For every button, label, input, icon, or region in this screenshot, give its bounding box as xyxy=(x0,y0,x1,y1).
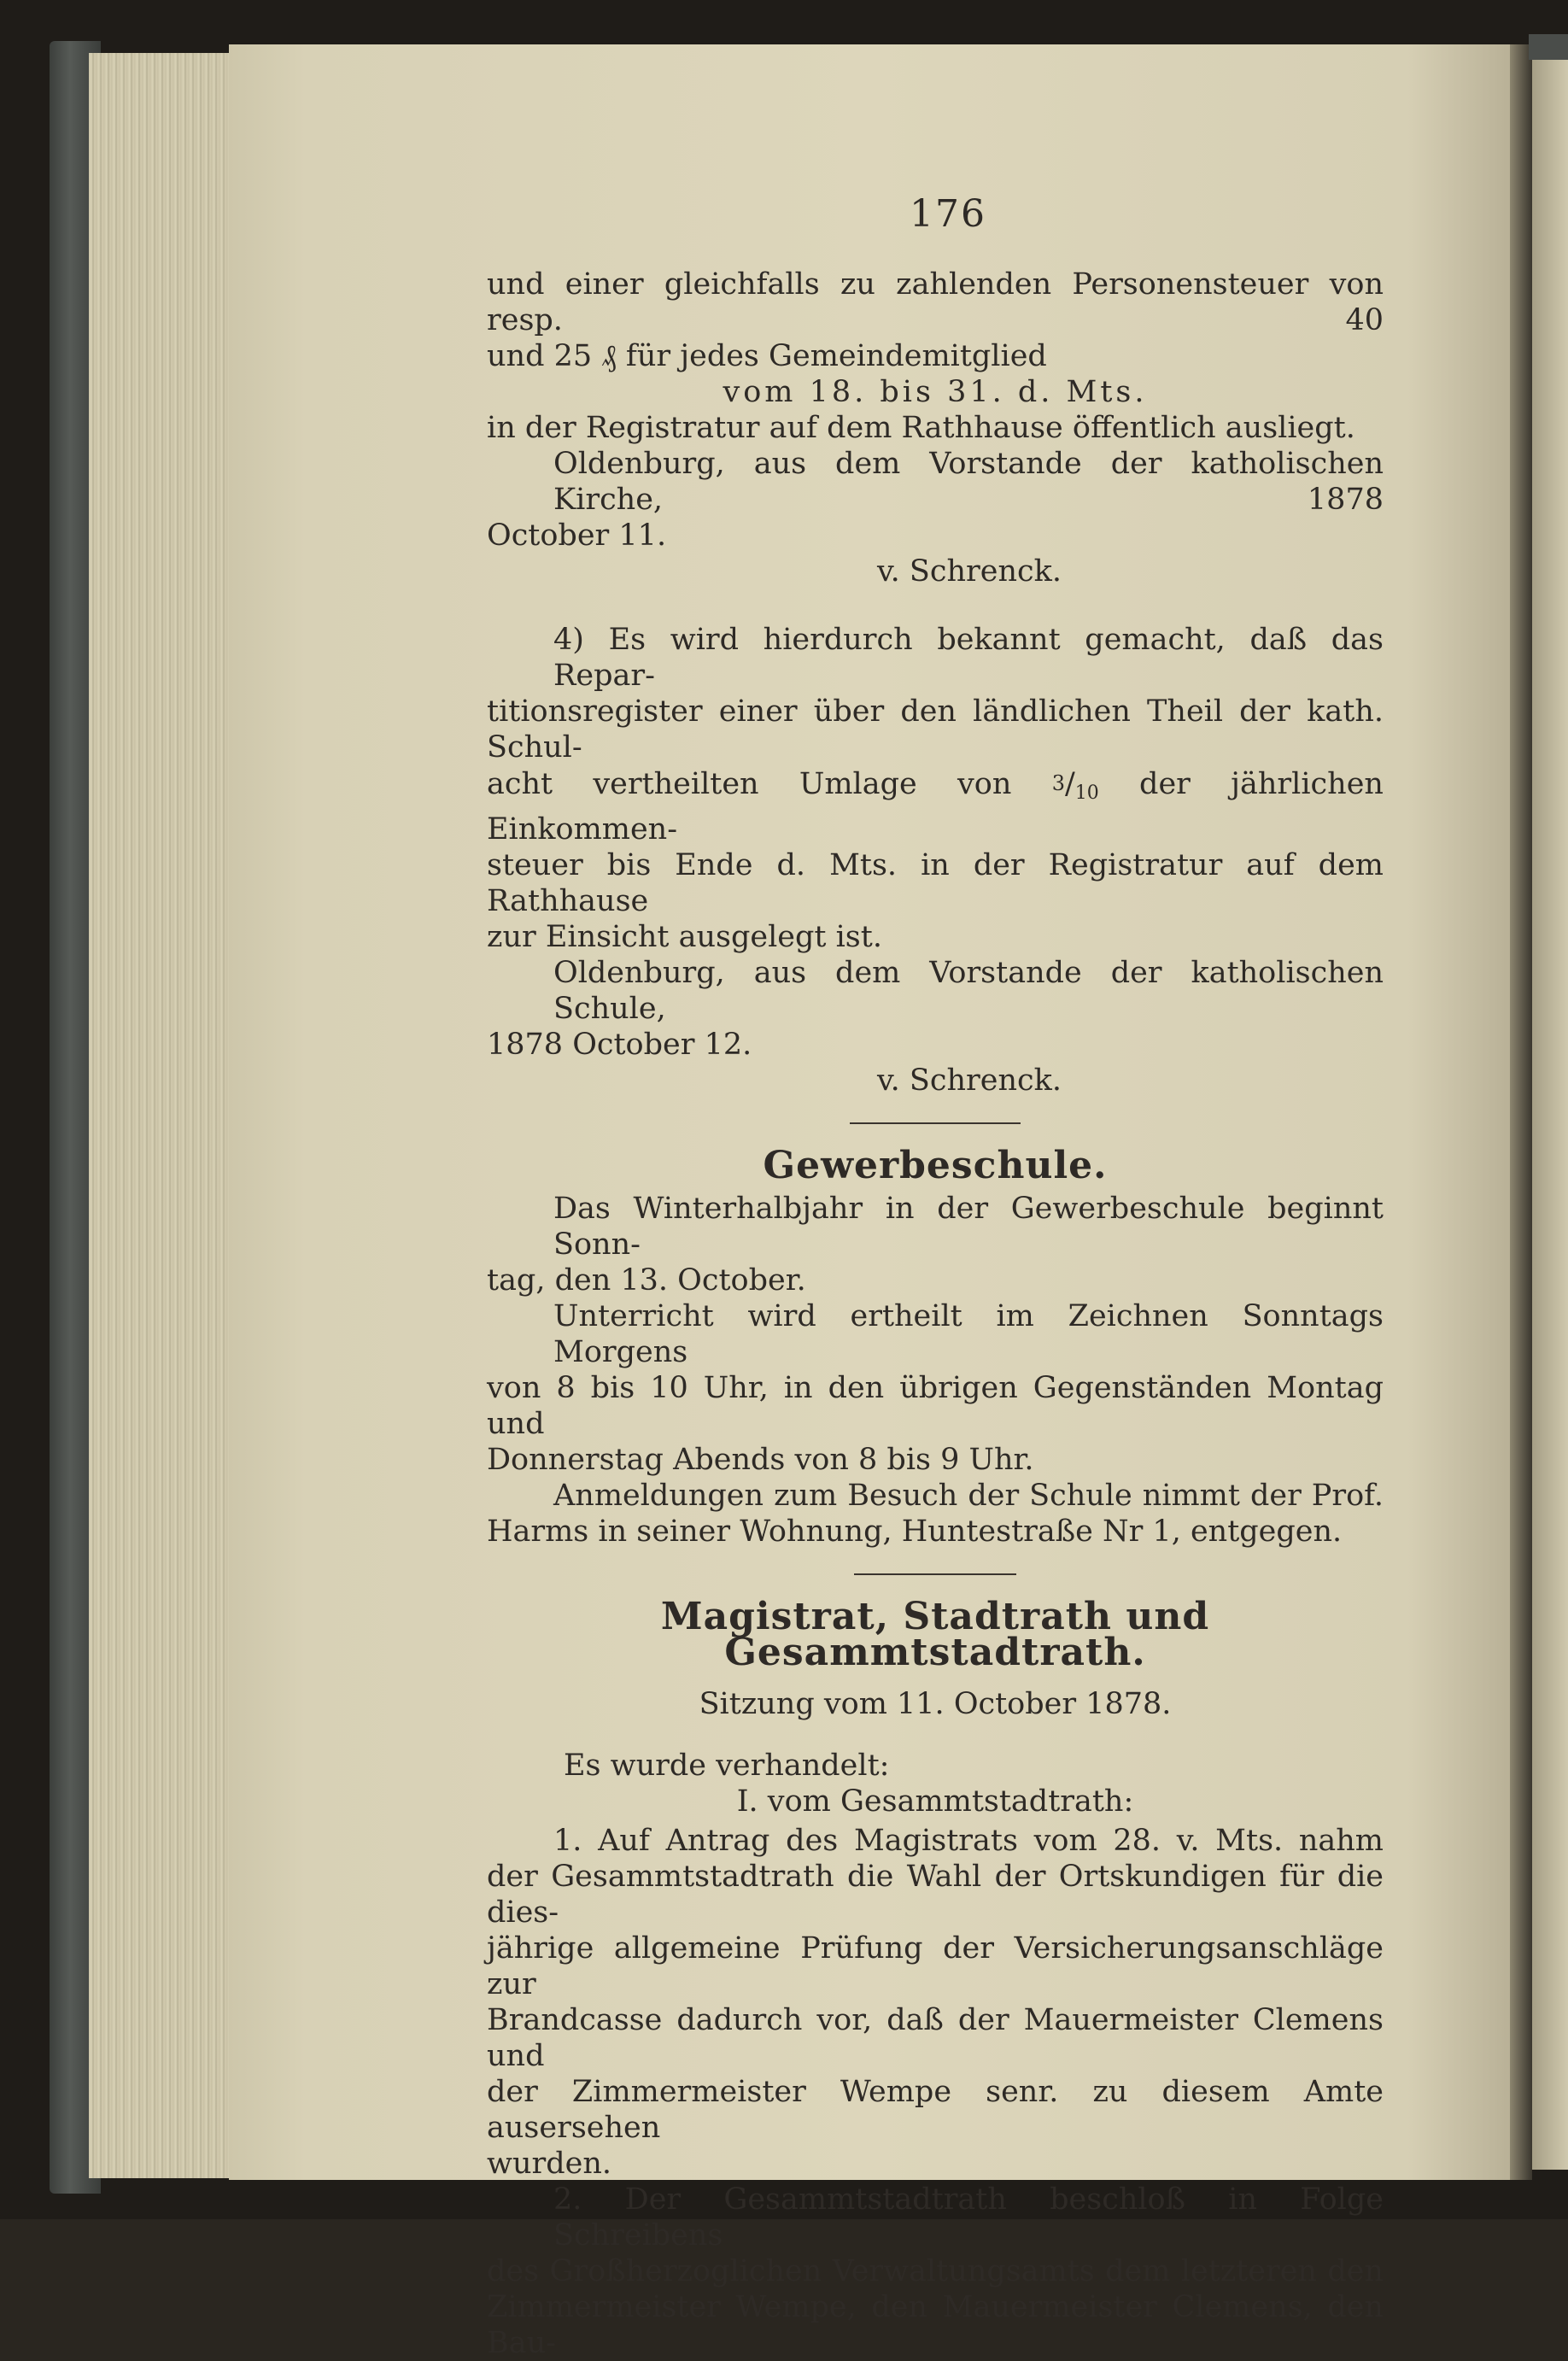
text-line: 4) Es wird hierdurch bekannt gemacht, daß das Repar- xyxy=(553,623,1384,693)
text-line: titionsregister einer über den ländlichen Theil der kath. Schul- xyxy=(487,694,1384,765)
text-line: Oldenburg, aus dem Vorstande der katholischen Kirche, 1878 xyxy=(553,447,1384,517)
text-line: Das Winterhalbjahr in der Gewerbeschule beginnt Sonn- xyxy=(553,1192,1384,1262)
text-line: steuer bis Ende d. Mts. in der Registratur auf dem Rathhause xyxy=(487,848,1384,918)
text-line: 1878 October 12. xyxy=(487,1028,752,1062)
text-line: Zimmermeister Wempe, den Mauermeister Clemens, den Bau- xyxy=(487,2290,1384,2360)
text-line: von 8 bis 10 Uhr, in den übrigen Gegenständen Montag und xyxy=(487,1371,1384,1441)
signature: v. Schrenck. xyxy=(877,554,1062,589)
text-line: 1. Auf Antrag des Magistrats vom 28. v. Mts. nahm xyxy=(553,1824,1384,1858)
text-line: wurden. xyxy=(487,2147,612,2181)
text-line: Donnerstag Abends von 8 bis 9 Uhr. xyxy=(487,1443,1034,1477)
book-cover-right xyxy=(1529,34,1568,60)
signature: v. Schrenck. xyxy=(877,1063,1062,1098)
text-line: Harms in seiner Wohnung, Huntestraße Nr 1, entgegen. xyxy=(487,1514,1343,1549)
text-line: der Zimmermeister Wempe senr. zu diesem Amte ausersehen xyxy=(487,2075,1384,2145)
section-heading: Gewerbeschule. xyxy=(763,1144,1108,1187)
session-line: Sitzung vom 11. October 1878. xyxy=(699,1687,1172,1721)
text-line: October 11. xyxy=(487,518,667,553)
page-number: 176 xyxy=(910,192,986,236)
section-divider xyxy=(850,1122,1021,1124)
text-line: in der Registratur auf dem Rathhause öffentlich ausliegt. xyxy=(487,411,1355,445)
section-divider xyxy=(854,1573,1016,1575)
text-line: Brandcasse dadurch vor, daß der Mauermeister Clemens und xyxy=(487,2003,1384,2073)
text-line: vom 18. bis 31. d. Mts. xyxy=(723,375,1148,409)
text-line xyxy=(487,765,1384,847)
fraction-denominator: 10 xyxy=(1074,782,1099,804)
facing-page-edge xyxy=(1532,51,1568,2170)
text-line: Anmeldungen zum Besuch der Schule nimmt der Prof. xyxy=(553,1479,1384,1513)
section-heading: Magistrat, Stadtrath und Gesammtstadtrath. xyxy=(660,1595,1210,1674)
text-line: 2. Der Gesammtstadtrath beschloß in Folge Schreibens xyxy=(553,2182,1384,2253)
text-line: jährige allgemeine Prüfung der Versicherungsanschläge zur xyxy=(487,1931,1384,2001)
fraction: $3/_{10}$ xyxy=(1051,767,1099,804)
text-line: tag, den 13. October. xyxy=(487,1263,806,1298)
text-line: I. vom Gesammtstadtrath: xyxy=(736,1784,1134,1819)
text-line: Oldenburg, aus dem Vorstande der katholischen Schule, xyxy=(553,956,1384,1026)
text-line: und 25 ₰ für jedes Gemeindemitglied xyxy=(487,339,1047,373)
text-fragment: acht vertheilten Umlage von xyxy=(487,767,1012,801)
book-gutter xyxy=(1510,44,1532,2180)
text-line: Unterricht wird ertheilt im Zeichnen Sonntags Morgens xyxy=(553,1299,1384,1369)
fraction-numerator: 3 xyxy=(1051,771,1065,795)
text-fragment: der jährlichen Einkommen- xyxy=(487,767,1384,847)
text-line: und einer gleichfalls zu zahlenden Personensteuer von resp. 40 xyxy=(487,267,1384,337)
text-line: des Großherzoglichen Verwaltungsamts dem letzteren den xyxy=(487,2254,1384,2288)
text-line: Es wurde verhandelt: xyxy=(564,1749,890,1783)
text-line: zur Einsicht ausgelegt ist. xyxy=(487,920,882,954)
page-edges xyxy=(89,53,243,2178)
page-text xyxy=(487,192,1384,2361)
text-line: der Gesammtstadtrath die Wahl der Ortskundigen für die dies- xyxy=(487,1860,1384,1930)
